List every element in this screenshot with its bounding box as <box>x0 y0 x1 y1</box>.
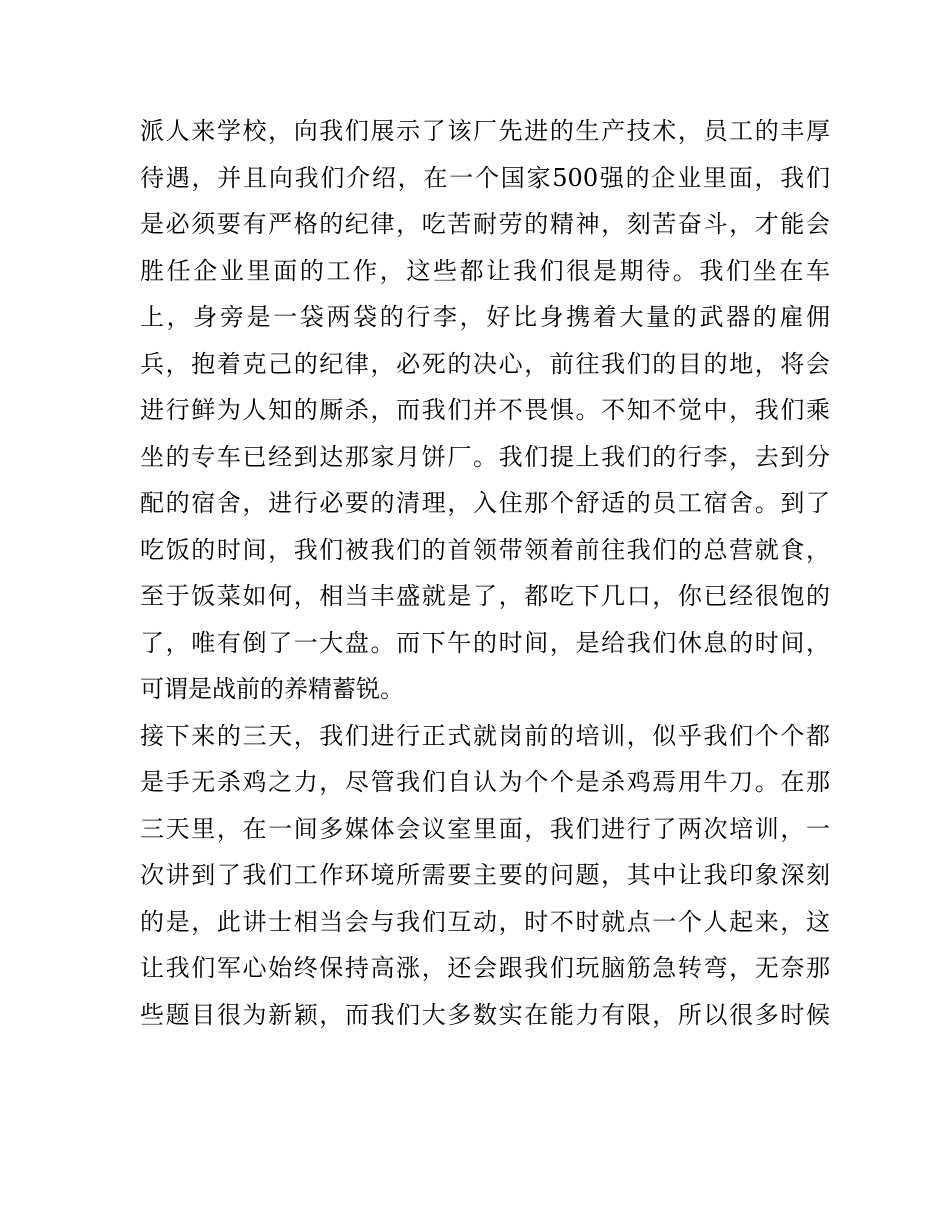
text-line: 是手无杀鸡之力，尽管我们自认为个个是杀鸡焉用牛刀。在那 <box>140 768 830 796</box>
paragraph-2 <box>140 713 830 1039</box>
text-line: 兵，抱着克己的纪律，必死的决心，前往我们的目的地，将会 <box>140 349 830 378</box>
text-line: 是必须要有严格的纪律，吃苦耐劳的精神，刻苦奋斗，才能会 <box>140 210 830 238</box>
text-line: 进行鲜为人知的厮杀，而我们并不畏惧。不知不觉中，我们乘 <box>140 396 830 424</box>
text-line: 坐的专车已经到达那家月饼厂。我们提上我们的行李，去到分 <box>140 442 830 471</box>
text-line: 可谓是战前的养精蓄锐。 <box>140 675 404 703</box>
text-line: 吃饭的时间，我们被我们的首领带领着前往我们的总营就食， <box>140 535 830 564</box>
text-line: 些题目很为新颖，而我们大多数实在能力有限，所以很多时候 <box>140 1000 830 1029</box>
text-line: 让我们军心始终保持高涨，还会跟我们玩脑筋急转弯，无奈那 <box>140 954 830 982</box>
body-text <box>140 108 830 1038</box>
text-line: 至于饭菜如何，相当丰盛就是了，都吃下几口，你已经很饱的 <box>140 582 830 610</box>
text-line: 次讲到了我们工作环境所需要主要的问题，其中让我印象深刻 <box>140 861 830 889</box>
text-line: 了，唯有倒了一大盘。而下午的时间，是给我们休息的时间， <box>140 628 830 657</box>
text-line: 派人来学校，向我们展示了该厂先进的生产技术，员工的丰厚 <box>140 117 830 145</box>
text-line: 配的宿舍，进行必要的清理，入住那个舒适的员工宿舍。到了 <box>140 489 830 517</box>
text-line: 待遇，并且向我们介绍，在一个国家500强的企业里面，我们 <box>140 163 830 192</box>
paragraph-1 <box>140 108 830 713</box>
text-line: 三天里，在一间多媒体会议室里面，我们进行了两次培训，一 <box>140 814 830 843</box>
text-line: 接下来的三天，我们进行正式就岗前的培训，似乎我们个个都 <box>140 721 830 750</box>
text-line: 的是，此讲士相当会与我们互动，时不时就点一个人起来，这 <box>140 907 830 936</box>
text-line: 上，身旁是一袋两袋的行李，好比身携着大量的武器的雇佣 <box>140 303 830 331</box>
text-line: 胜任企业里面的工作，这些都让我们很是期待。我们坐在车 <box>140 256 830 285</box>
